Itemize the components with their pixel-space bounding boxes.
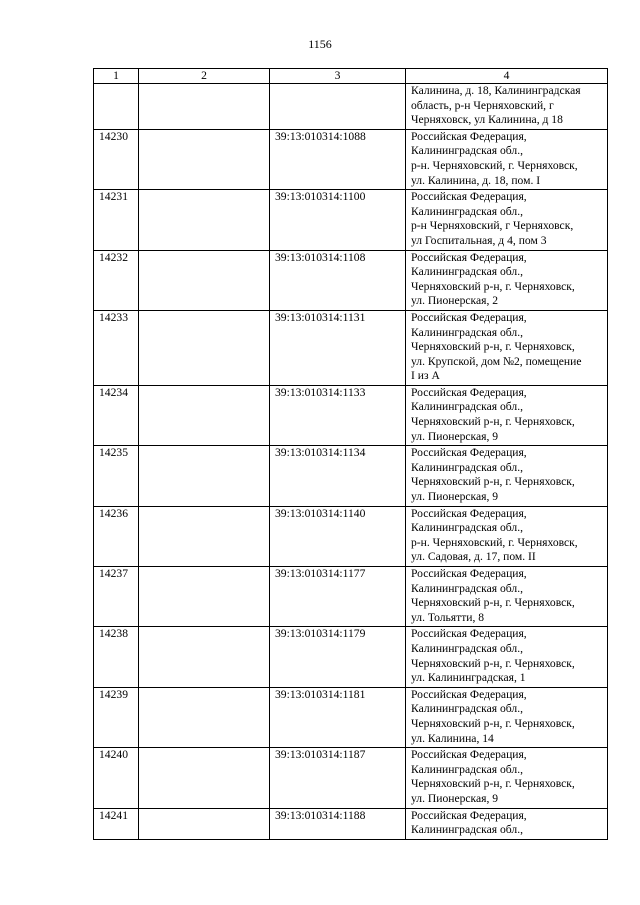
column-2-cell <box>139 129 270 189</box>
row-number-cell: 14235 <box>94 446 139 506</box>
address-line: Черняховский р-н, г. Черняховск, <box>411 475 575 489</box>
table-row <box>94 446 608 506</box>
table-row <box>94 627 608 687</box>
address-line: Российская Федерация, <box>411 687 527 701</box>
row-number-cell: 14234 <box>94 385 139 445</box>
address-line: Калининградская обл., <box>411 325 523 339</box>
address-line: Российская Федерация, <box>411 567 527 580</box>
address-line: ул. Пионерская, 2 <box>411 294 499 308</box>
column-2-cell <box>139 446 270 506</box>
address-line: ул. Калинина, 14 <box>411 731 494 745</box>
address-line: Российская Федерация, <box>411 446 527 460</box>
address-line: область, р-н Черняховский, г <box>411 98 554 112</box>
address-cell <box>406 627 608 687</box>
address-line: Калининградская обл., <box>411 265 523 279</box>
column-2-cell <box>139 748 270 808</box>
cadastral-number-cell: 39:13:010314:1134 <box>270 446 406 506</box>
address-line: ул. Крупской, дом №2, помещение <box>411 354 582 368</box>
address-line: Российская Федерация, <box>411 748 527 762</box>
row-number-cell: 14239 <box>94 687 139 747</box>
row-number-cell: 14240 <box>94 748 139 808</box>
column-2-cell <box>139 567 270 627</box>
cadastral-number-cell: 39:13:010314:1140 <box>270 506 406 566</box>
address-line: р-н Черняховский, г Черняховск, <box>411 219 574 233</box>
row-number-cell: 14232 <box>94 250 139 310</box>
address-line: Черняховский р-н, г. Черняховск, <box>411 777 575 791</box>
address-line: Российская Федерация, <box>411 385 527 399</box>
cadastral-number-cell: 39:13:010314:1187 <box>270 748 406 808</box>
page-number: 1156 <box>308 37 332 51</box>
table-row <box>94 687 608 747</box>
address-line: Российская Федерация, <box>411 627 527 641</box>
address-cell <box>406 310 608 385</box>
address-line: Калинина, д. 18, Калининградская <box>411 84 581 97</box>
address-line: Российская Федерация, <box>411 250 527 264</box>
address-line: ул. Пионерская, 9 <box>411 791 499 805</box>
address-cell <box>406 190 608 250</box>
cadastral-number-cell: 39:13:010314:1088 <box>270 129 406 189</box>
address-cell <box>406 84 608 130</box>
table-row <box>94 567 608 627</box>
address-line: Калининградская обл., <box>411 204 523 218</box>
address-line: ул. Калинина, д. 18, пом. I <box>411 173 541 187</box>
address-line: Черняховск, ул Калинина, д 18 <box>411 113 563 127</box>
address-line: ул. Калининградская, 1 <box>411 671 526 685</box>
cadastral-number-cell: 39:13:010314:1177 <box>270 567 406 627</box>
address-line: Черняховский р-н, г. Черняховск, <box>411 656 575 670</box>
row-number-cell: 14241 <box>94 808 139 839</box>
column-2-cell <box>139 190 270 250</box>
table-row <box>94 190 608 250</box>
table-row <box>94 84 608 130</box>
address-cell <box>406 567 608 627</box>
column-2-cell <box>139 250 270 310</box>
row-number-cell <box>94 84 139 130</box>
table-row <box>94 506 608 566</box>
column-header-2: 2 <box>139 69 270 84</box>
cadastral-number-cell: 39:13:010314:1100 <box>270 190 406 250</box>
column-header-4: 4 <box>406 69 608 84</box>
row-number-cell: 14237 <box>94 567 139 627</box>
cadastral-number-cell: 39:13:010314:1188 <box>270 808 406 839</box>
registry-table <box>93 68 608 840</box>
address-cell <box>406 446 608 506</box>
address-line: ул. Пионерская, 9 <box>411 490 499 504</box>
column-header-1: 1 <box>94 69 139 84</box>
address-line: I из А <box>411 369 440 383</box>
address-line: Черняховский р-н, г. Черняховск, <box>411 415 575 429</box>
address-line: Российская Федерация, <box>411 190 527 204</box>
address-line: Российская Федерация, <box>411 506 527 520</box>
cadastral-number-cell: 39:13:010314:1131 <box>270 310 406 385</box>
table-row <box>94 310 608 385</box>
table-row <box>94 250 608 310</box>
address-cell <box>406 506 608 566</box>
address-cell <box>406 250 608 310</box>
address-line: р-н. Черняховский, г. Черняховск, <box>411 158 578 172</box>
address-line: ул. Садовая, д. 17, пом. II <box>411 550 536 564</box>
column-2-cell <box>139 310 270 385</box>
address-line: Калининградская обл., <box>411 581 523 595</box>
column-2-cell <box>139 506 270 566</box>
cadastral-number-cell: 39:13:010314:1108 <box>270 250 406 310</box>
address-cell <box>406 129 608 189</box>
address-line: Черняховский р-н, г. Черняховск, <box>411 340 575 354</box>
address-line: Калининградская обл., <box>411 144 523 158</box>
address-line: Черняховский р-н, г. Черняховск, <box>411 279 575 293</box>
address-line: Черняховский р-н, г. Черняховск, <box>411 716 575 730</box>
address-line: Калининградская обл., <box>411 823 523 837</box>
column-2-cell <box>139 627 270 687</box>
table-row <box>94 748 608 808</box>
address-line: Российская Федерация, <box>411 310 527 324</box>
address-line: ул Госпитальная, д 4, пом 3 <box>411 233 547 247</box>
address-line: Черняховский р-н, г. Черняховск, <box>411 596 575 610</box>
address-line: ул. Тольятти, 8 <box>411 610 485 624</box>
address-line: Калининградская обл., <box>411 762 523 776</box>
table-body <box>94 84 608 840</box>
cadastral-number-cell: 39:13:010314:1179 <box>270 627 406 687</box>
table-row <box>94 808 608 839</box>
address-cell <box>406 687 608 747</box>
address-line: Российская Федерация, <box>411 808 527 822</box>
address-cell <box>406 808 608 839</box>
row-number-cell: 14233 <box>94 310 139 385</box>
cadastral-number-cell: 39:13:010314:1181 <box>270 687 406 747</box>
row-number-cell: 14230 <box>94 129 139 189</box>
address-line: Калининградская обл., <box>411 400 523 414</box>
cadastral-number-cell <box>270 84 406 130</box>
column-2-cell <box>139 84 270 130</box>
address-line: Российская Федерация, <box>411 129 527 143</box>
column-2-cell <box>139 385 270 445</box>
address-line: Калининградская обл., <box>411 641 523 655</box>
address-cell <box>406 748 608 808</box>
column-2-cell <box>139 808 270 839</box>
row-number-cell: 14231 <box>94 190 139 250</box>
address-line: ул. Пионерская, 9 <box>411 429 499 443</box>
row-number-cell: 14236 <box>94 506 139 566</box>
column-header-3: 3 <box>270 69 406 84</box>
address-line: р-н. Черняховский, г. Черняховск, <box>411 535 578 549</box>
table-row <box>94 385 608 445</box>
header-row <box>94 69 608 84</box>
address-line: Калининградская обл., <box>411 460 523 474</box>
address-line: Калининградская обл., <box>411 521 523 535</box>
cadastral-number-cell: 39:13:010314:1133 <box>270 385 406 445</box>
address-line: Калининградская обл., <box>411 702 523 716</box>
column-2-cell <box>139 687 270 747</box>
row-number-cell: 14238 <box>94 627 139 687</box>
table-row <box>94 129 608 189</box>
address-cell <box>406 385 608 445</box>
